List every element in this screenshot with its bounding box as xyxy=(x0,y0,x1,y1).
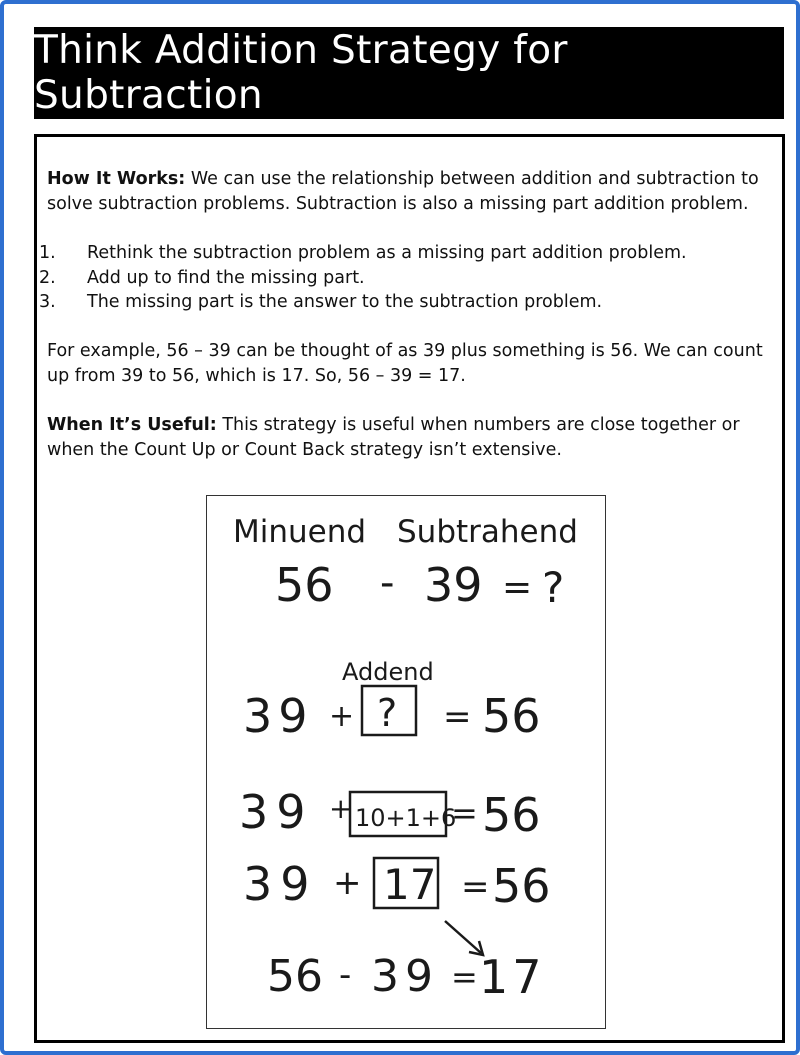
line5-minus: - xyxy=(339,955,352,995)
line4-sum: 56 xyxy=(492,859,551,913)
line1-question: ? xyxy=(542,563,565,612)
line5-minuend: 56 xyxy=(267,951,323,1002)
line2-box-value: ? xyxy=(377,691,398,735)
line4-plus: + xyxy=(333,863,362,903)
when-useful-text: This strategy is useful when numbers are close together or when the Count Up or Count Back strategy isn’t extensive. xyxy=(47,415,740,460)
minuend-label: Minuend xyxy=(233,514,367,550)
how-it-works-text: We can use the relationship between addition and subtraction to solve subtraction problems. Subtraction is also a missing part addition problem. xyxy=(47,169,759,214)
line2-equals: = xyxy=(443,697,472,737)
step-text: Rethink the subtraction problem as a missing part addition problem. xyxy=(87,243,687,263)
page-title: Think Addition Strategy for Subtraction xyxy=(34,28,568,118)
line3-equals: = xyxy=(451,794,478,832)
addend-label: Addend xyxy=(342,658,434,686)
handwritten-figure-svg xyxy=(207,496,607,1030)
how-it-works-paragraph xyxy=(47,167,777,217)
arrow-icon xyxy=(445,921,483,955)
line3-box-value: 10+1+6 xyxy=(355,804,457,832)
steps-list xyxy=(39,241,779,315)
line5-result: 17 xyxy=(479,950,546,1004)
handwritten-figure xyxy=(206,495,606,1029)
line2-plus: + xyxy=(329,699,355,734)
when-useful-paragraph xyxy=(47,413,777,463)
line1-equals: = xyxy=(502,567,533,608)
line3-sum: 56 xyxy=(482,788,541,842)
line3-addend: 39 xyxy=(239,785,314,839)
line2-sum: 56 xyxy=(482,689,541,743)
line3-plus: + xyxy=(329,792,353,825)
example-paragraph: For example, 56 – 39 can be thought of as 39 plus something is 56. We can count up from 39 to 56, which is 17. So, 56 – 39 = 17. xyxy=(47,341,763,386)
line4-box-value: 17 xyxy=(383,860,437,909)
step-number: 2. xyxy=(39,267,56,288)
line2-addend: 39 xyxy=(243,689,314,743)
line4-addend: 39 xyxy=(243,857,318,911)
step-item xyxy=(39,241,779,266)
step-item xyxy=(39,290,779,315)
line1-minuend: 56 xyxy=(275,558,334,612)
line4-equals: = xyxy=(461,867,490,907)
line5-subtrahend: 39 xyxy=(371,951,439,1002)
step-text: Add up to find the missing part. xyxy=(87,267,365,288)
line5-equals: = xyxy=(451,958,478,996)
step-number: 1. xyxy=(39,243,56,263)
line1-subtrahend: 39 xyxy=(424,558,483,612)
step-text: The missing part is the answer to the subtraction problem. xyxy=(87,292,603,312)
step-number: 3. xyxy=(39,292,56,312)
how-it-works-label: How It Works: xyxy=(47,169,186,189)
step-item xyxy=(39,266,779,291)
when-useful-label: When It’s Useful: xyxy=(47,415,217,435)
content-box xyxy=(34,134,785,1043)
title-bar xyxy=(34,27,784,119)
line1-minus: - xyxy=(380,560,395,606)
subtrahend-label: Subtrahend xyxy=(397,514,578,550)
